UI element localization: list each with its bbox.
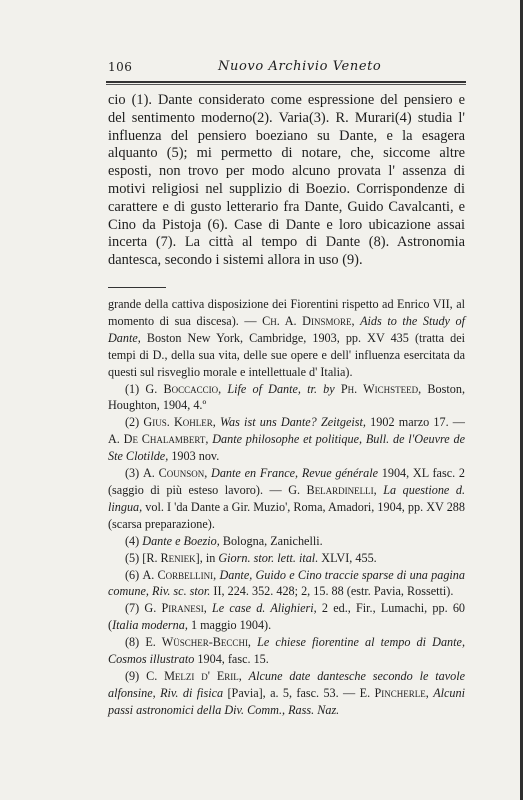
- footnote-5: (5) [R. Reniek], in Giorn. stor. lett. ital. XLVI, 455.: [125, 550, 377, 565]
- page-number: 106: [108, 60, 133, 74]
- footnote-separator: [108, 287, 166, 288]
- footnote-2: (2) Gius. Kohler, Was ist uns Dante? Zeitgeist, 1902 marzo 17. — A. De Chalambert, Dante philosophe et politique, Bull. de l'Oeuvre de Ste Clotilde, 1903 nov.: [108, 415, 466, 464]
- running-title: Nuovo Archivio Veneto: [218, 59, 382, 74]
- running-header: [108, 60, 464, 80]
- footnote-continuation: grande della cattiva disposizione dei Fiorentini rispetto ad Enrico VII, al momento di sua discesa). — Ch. A. Dinsmore, Aids to the Study of Dante, Boston New York, Cambridge, 1903, pp. XV 435 (tratta dei tempi di D., della sua vita, delle sue opere e dell' influenza esercitata da questi sul risveglio morale e intellettuale d' Italia).: [108, 297, 465, 379]
- header-rule: [106, 81, 466, 85]
- footnote-9: (9) C. Melzi d' Eril, Alcune date dantesche secondo le tavole alfonsine, Riv. di fisica [Pavia], a. 5, fasc. 53. — E. Pincherle, Alcuni passi astronomici della Div. Comm., Rass. Naz.: [108, 668, 466, 717]
- footnote-1: (1) G. Boccaccio, Life of Dante, tr. by Ph. Wichsteed, Boston, Houghton, 1904, 4.º: [108, 381, 465, 413]
- footnote-6: (6) A. Corbellini, Dante, Guido e Cino traccie sparse di una pagina comune, Riv. sc. stor. II, 224. 352. 428; 2, 15. 88 (estr. Pavia, Rossetti).: [108, 567, 465, 599]
- footnote-8: (8) E. Wüscher-Becchi, Le chiese fiorentine al tempo di Dante, Cosmos illustrato 1904, fasc. 15.: [108, 635, 465, 667]
- footnote-4: (4) Dante e Boezio, Bologna, Zanichelli.: [125, 533, 323, 548]
- footnote-3: (3) A. Counson, Dante en France, Revue générale 1904, XL fasc. 2 (saggio di più esteso lavoro). — G. Belardinelli, La questione d. lingua, vol. I 'da Dante a Gir. Muzio', Roma, Amadori, 1904, pp. XV 288 (scarsa preparazione).: [108, 466, 466, 531]
- footnote-7: (7) G. Piranesi, Le case d. Alighieri, 2 ed., Fir., Lumachi, pp. 60 (Italia moderna, 1 maggio 1904).: [108, 601, 466, 633]
- body-paragraph: cio (1). Dante considerato come espressione del pensiero e del sentimento moderno(2). Varia(3). R. Murari(4) studia l' influenza del pensiero boeziano su Dante, e la esagera alquanto (5); mi permetto di notare, che, siccome altre esposti, non trovo per modo alcuno provata l' assenza di motivi religiosi nel supplizio di Boezio. Corrispondenze di carattere e di gusto letterario fra Dante, Guido Cavalcanti, e Cino da Pistoja (6). Case di Dante e loro ubicazione assai incerta (7). La città al tempo di Dante (8). Astronomia dantesca, secondo i sistemi allora in uso (9).: [108, 92, 465, 269]
- footnotes: [108, 296, 465, 719]
- main-text: [108, 92, 465, 270]
